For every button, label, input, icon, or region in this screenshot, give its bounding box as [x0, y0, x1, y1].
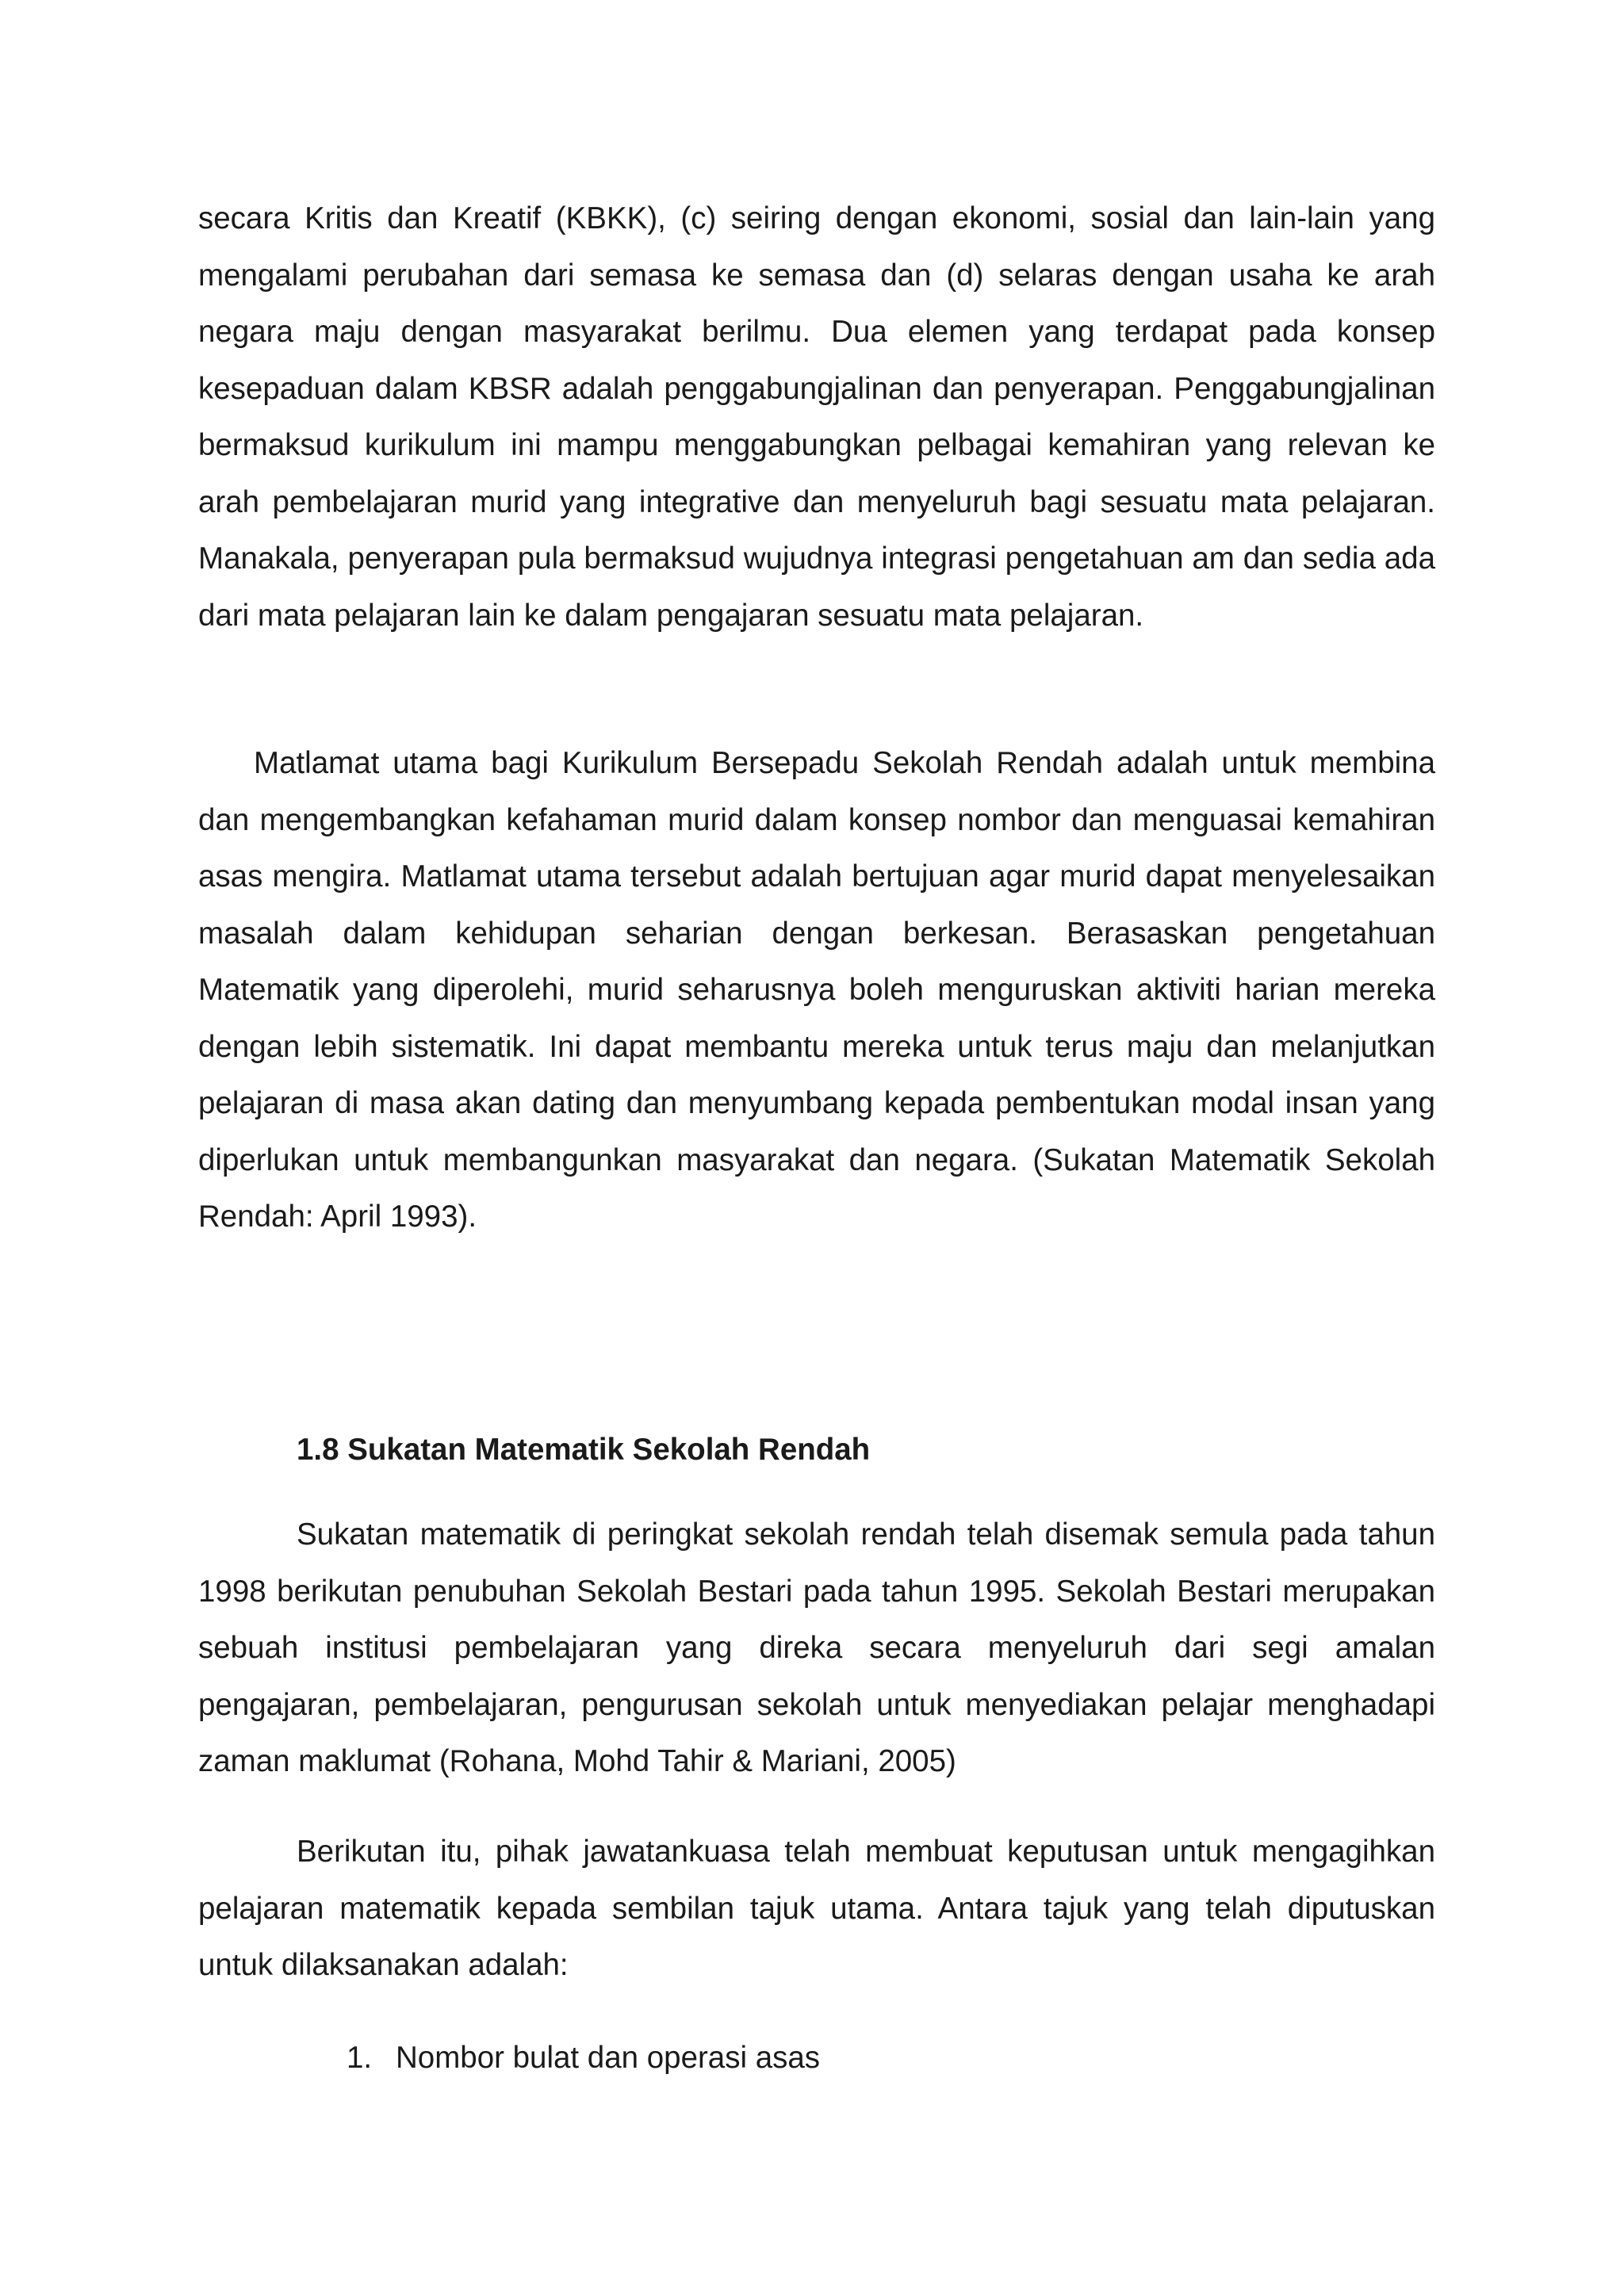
paragraph-kbsr-goal: Matlamat utama bagi Kurikulum Bersepadu Sekolah Rendah adalah untuk membina dan mengembangkan kefahaman murid dalam konsep nombor dan menguasai kemahiran asas mengira. Matlamat utama tersebut adalah bertujuan agar murid dapat menyelesaikan masalah dalam kehidupan seharian dengan berkesan. Berasaskan pengetahuan Matematik yang diperolehi, murid seharusnya boleh menguruskan aktiviti harian mereka dengan lebih sistematik. Ini dapat membantu mereka untuk terus maju dan melanjutkan pelajaran di masa akan dating dan menyumbang kepada pembentukan modal insan yang diperlukan untuk membangunkan masyarakat dan negara. (Sukatan Matematik Sekolah Rendah: April 1993). — [198, 746, 1435, 1234]
paragraph-nine-topics: Berikutan itu, pihak jawatankuasa telah membuat keputusan untuk mengagihkan pelajaran matematik kepada sembilan tajuk utama. Antara tajuk yang telah diputuskan untuk dilaksanakan adalah: — [198, 1835, 1435, 1982]
paragraph-kbkk-integration: secara Kritis dan Kreatif (KBKK), (c) seiring dengan ekonomi, sosial dan lain-lain yang mengalami perubahan dari semasa ke semasa dan (d) selaras dengan usaha ke arah negara maju dengan masyarakat berilmu. Dua elemen yang terdapat pada konsep kesepaduan dalam KBSR adalah penggabungjalinan dan penyerapan. Penggabungjalinan bermaksud kurikulum ini mampu menggabungkan pelbagai kemahiran yang relevan ke arah pembelajaran murid yang integrative dan menyeluruh bagi sesuatu mata pelajaran. Manakala, penyerapan pula bermaksud wujudnya integrasi pengetahuan am dan sedia ada dari mata pelajaran lain ke dalam pengajaran sesuatu mata pelajaran. — [198, 201, 1435, 633]
list-item-text: Nombor bulat dan operasi asas — [396, 2041, 821, 2075]
paragraph-syllabus-review: Sukatan matematik di peringkat sekolah rendah telah disemak semula pada tahun 1998 berikutan penubuhan Sekolah Bestari pada tahun 1995. Sekolah Bestari merupakan sebuah institusi pembelajaran yang direka secara menyeluruh dari segi amalan pengajaran, pembelajaran, pengurusan sekolah untuk menyediakan pelajar menghadapi zaman maklumat (Rohana, Mohd Tahir & Mariani, 2005) — [198, 1517, 1435, 1778]
section-heading: 1.8 Sukatan Matematik Sekolah Rendah — [297, 1433, 871, 1467]
list-item-number: 1. — [347, 2041, 373, 2075]
list-item — [347, 2030, 820, 2087]
